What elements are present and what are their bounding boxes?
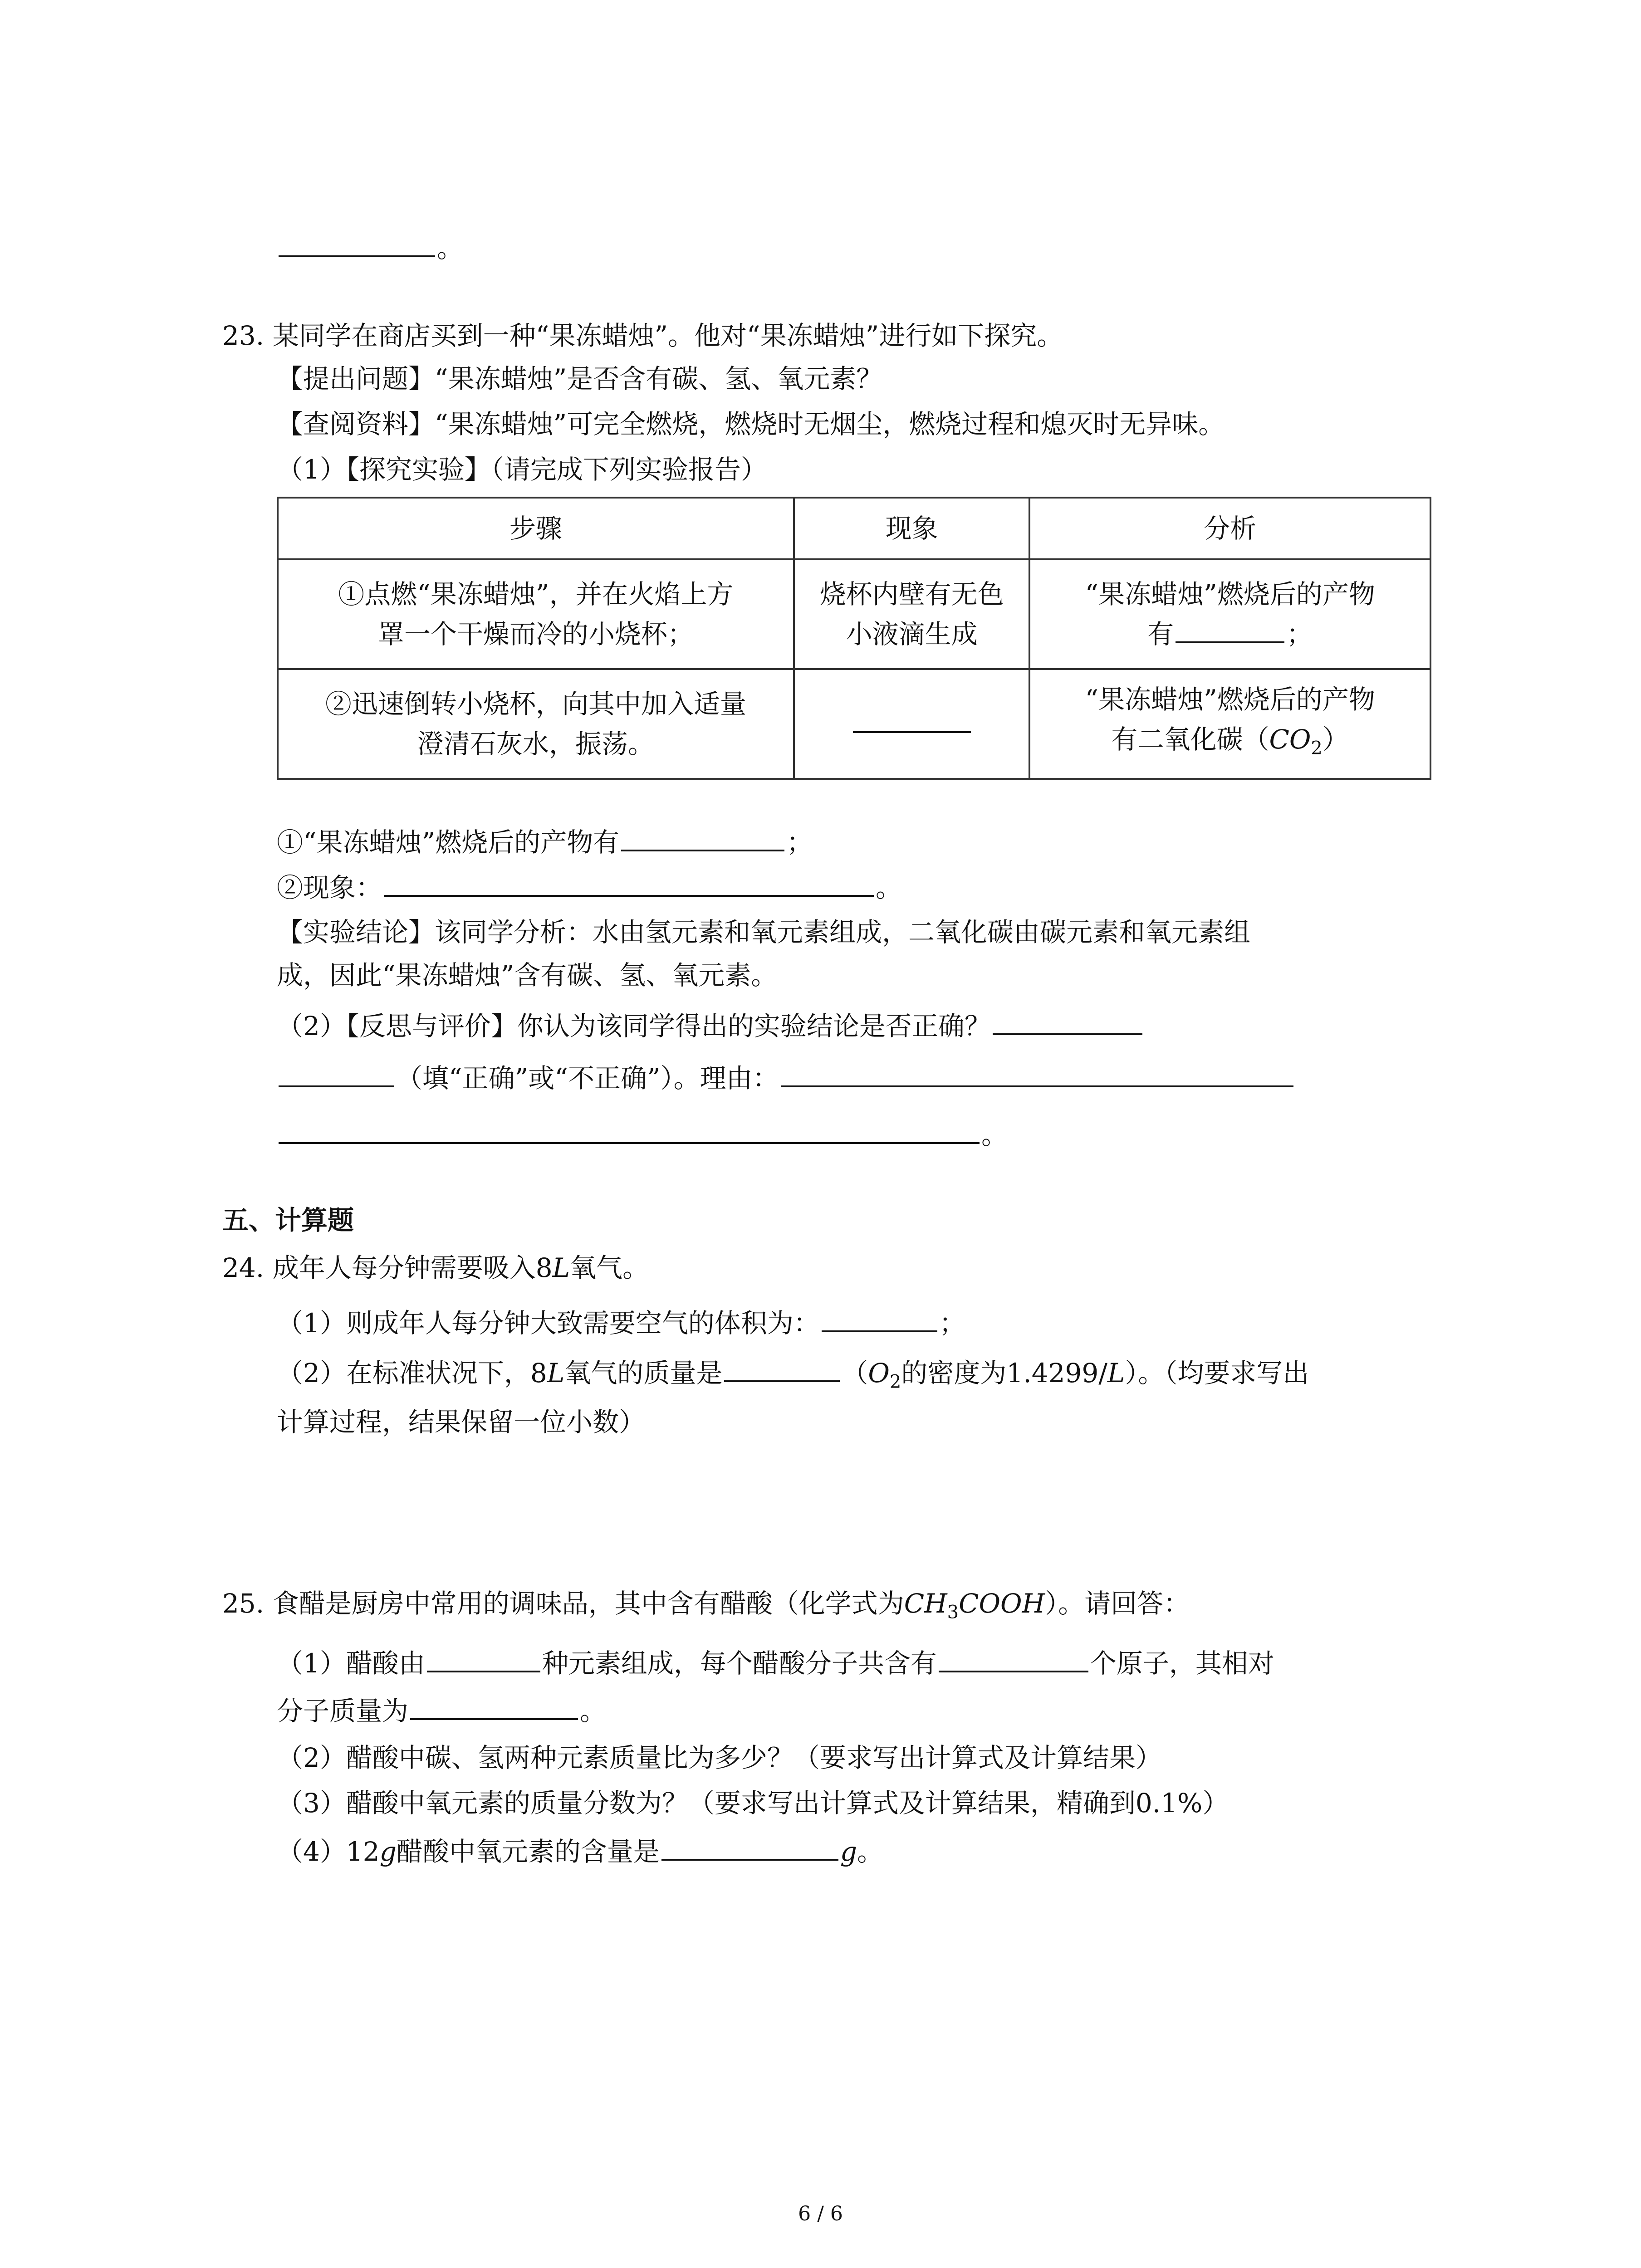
question-number: 23.: [222, 320, 265, 351]
table-row: [278, 559, 1430, 669]
q25-part1: （1）醋酸由 种元素组成，每个醋酸分子共含有 个原子，其相对: [277, 1644, 1274, 1681]
answer-blank: [939, 1644, 1088, 1672]
answer-blank: [993, 1007, 1142, 1035]
answer-blank: [410, 1692, 578, 1720]
table-header-phenomenon: 现象: [794, 498, 1030, 559]
section-title: 五、计算题: [222, 1205, 354, 1236]
q23-question: 【提出问题】“果冻蜡烛”是否含有碳、氢、氧元素？: [277, 363, 883, 394]
table-header-analysis: 分析: [1029, 498, 1430, 559]
q25-part4: （4）12g醋酸中氧元素的含量是 g。: [277, 1833, 883, 1870]
top-fragment: 。: [277, 229, 463, 266]
q23-part2-line1: （2）【反思与评价】你认为该同学得出的实验结论是否正确？: [277, 1007, 1144, 1044]
answer-blank: [724, 1354, 840, 1382]
page-number: 6 / 6: [798, 2202, 843, 2225]
q23-part1: （1）【探究实验】（请完成下列实验报告）: [277, 454, 767, 485]
table-header-step: 步骤: [278, 498, 794, 559]
q25-part3: （3）醋酸中氧元素的质量分数为？（要求写出计算式及计算结果，精确到0.1%）: [277, 1788, 1229, 1818]
question-number: 24.: [222, 1252, 265, 1283]
answer-blank: [781, 1059, 1293, 1087]
q23-conclusion-line2: 成，因此“果冻蜡烛”含有碳、氢、氧元素。: [277, 960, 778, 991]
phenomenon-cell: 烧杯内壁有无色 小液滴生成: [794, 559, 1030, 669]
analysis-cell: “果冻蜡烛”燃烧后的产物 有 ；: [1029, 559, 1430, 669]
q23-conclusion-line1: 【实验结论】该同学分析：水由氢元素和氧元素组成，二氧化碳由碳元素和氧元素组: [277, 917, 1251, 948]
answer-blank: [661, 1833, 838, 1861]
q23-intro: 23. 某同学在商店买到一种“果冻蜡烛”。他对“果冻蜡烛”进行如下探究。: [222, 320, 1063, 351]
q24-part1: （1）则成年人每分钟大致需要空气的体积为： ；: [277, 1304, 965, 1341]
q25-part2: （2）醋酸中碳、氢两种元素质量比为多少？（要求写出计算式及计算结果）: [277, 1742, 1162, 1773]
answer-blank: [621, 823, 784, 851]
answer-blank: [427, 1644, 540, 1672]
q23-answer-1: ①“果冻蜡烛”燃烧后的产物有 ；: [277, 823, 813, 860]
q23-info: 【查阅资料】“果冻蜡烛”可完全燃烧，燃烧时无烟尘，燃烧过程和熄灭时无异味。: [277, 409, 1225, 440]
q24-part2: （2）在标准状况下，8L氧气的质量是 （$O_2$的密度为1.4299/L）。（均要求写出: [277, 1354, 1309, 1400]
q25-intro: 25. 食醋是厨房中常用的调味品，其中含有醋酸（化学式为$CH_3COOH$）。请回答：: [222, 1588, 1190, 1623]
answer-blank: [384, 869, 874, 897]
q24-intro: 24. 成年人每分钟需要吸入8L氧气。: [222, 1252, 649, 1283]
q23-answer-2: ②现象： 。: [277, 869, 902, 906]
step-cell: ②迅速倒转小烧杯，向其中加入适量 澄清石灰水，振荡。: [278, 669, 794, 779]
q24-part2-line2: 计算过程，结果保留一位小数）: [277, 1407, 646, 1437]
answer-blank: [279, 1116, 980, 1144]
q25-part1-line2: 分子质量为 。: [277, 1692, 606, 1729]
answer-blank: [853, 705, 971, 733]
analysis-cell: “果冻蜡烛”燃烧后的产物 有二氧化碳$(CO_2)$: [1029, 669, 1430, 779]
experiment-report-table: [277, 497, 1431, 780]
answer-blank: [279, 1059, 394, 1087]
question-number: 25.: [222, 1588, 265, 1619]
answer-blank: [1176, 615, 1284, 643]
answer-blank: [279, 229, 435, 257]
step-cell: ①点燃“果冻蜡烛”，并在火焰上方 罩一个干燥而冷的小烧杯；: [278, 559, 794, 669]
answer-blank: [822, 1304, 937, 1332]
phenomenon-cell: [794, 669, 1030, 779]
q23-part2-line2: （填“正确”或“不正确”）。理由：: [277, 1059, 1295, 1096]
q23-part2-line3: 。: [277, 1116, 1008, 1153]
table-row: [278, 669, 1430, 779]
